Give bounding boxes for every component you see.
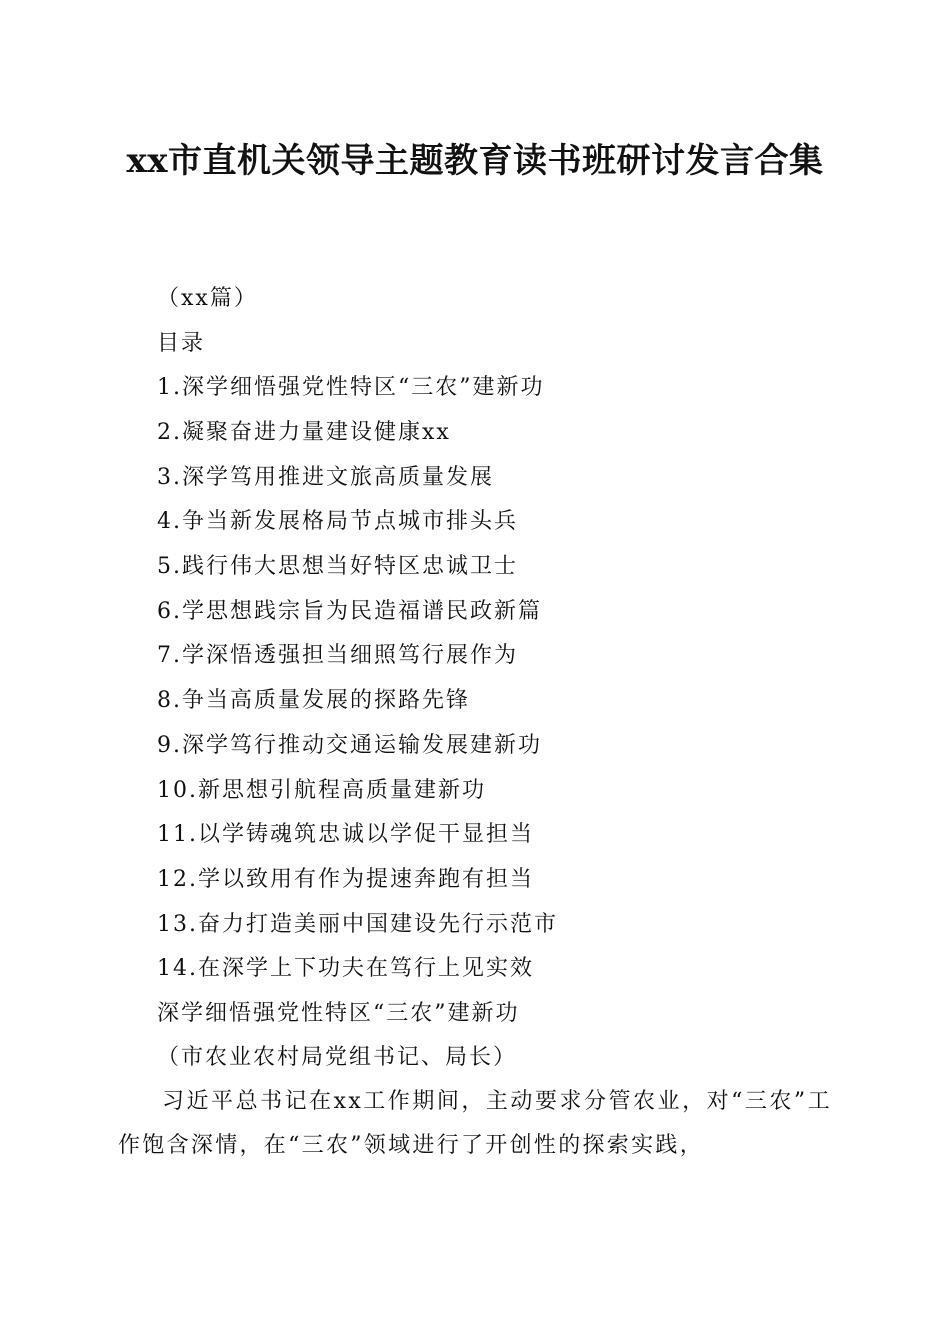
toc-item: 9.深学笃行推动交通运输发展建新功 (157, 733, 542, 758)
count-note: （xx篇） (157, 286, 258, 311)
article-author: （市农业农村局党组书记、局长） (157, 1045, 518, 1070)
toc-item: 5.践行伟大思想当好特区忠诚卫士 (157, 554, 518, 579)
article-title: 深学细悟强党性特区“三农”建新功 (157, 1001, 520, 1026)
toc-item: 12.学以致用有作为提速奔跑有担当 (157, 867, 534, 892)
toc-item: 3.深学笃用推进文旅高质量发展 (157, 465, 494, 490)
toc-item: 11.以学铸魂筑忠诚以学促干显担当 (157, 822, 534, 847)
toc-item: 14.在深学上下功夫在笃行上见实效 (157, 956, 534, 981)
document-title: xx市直机关领导主题教育读书班研讨发言合集 (126, 141, 824, 181)
toc-item: 7.学深悟透强担当细照笃行展作为 (157, 643, 518, 668)
toc-item: 4.争当新发展格局节点城市排头兵 (157, 509, 518, 534)
body-paragraph: 习近平总书记在xx工作期间，主动要求分管农业，对“三农”工作饱含深情，在“三农”领域进行了开创性的探索实践， (118, 1089, 832, 1158)
toc-item: 13.奋力打造美丽中国建设先行示范市 (157, 912, 558, 937)
toc-item: 2.凝聚奋进力量建设健康xx (157, 420, 451, 445)
toc-item: 10.新思想引航程高质量建新功 (157, 778, 486, 803)
toc-heading: 目录 (157, 331, 206, 356)
toc-item: 1.深学细悟强党性特区“三农”建新功 (157, 375, 545, 400)
toc-item: 8.争当高质量发展的探路先锋 (157, 688, 470, 713)
toc-item: 6.学思想践宗旨为民造福谱民政新篇 (157, 599, 542, 624)
